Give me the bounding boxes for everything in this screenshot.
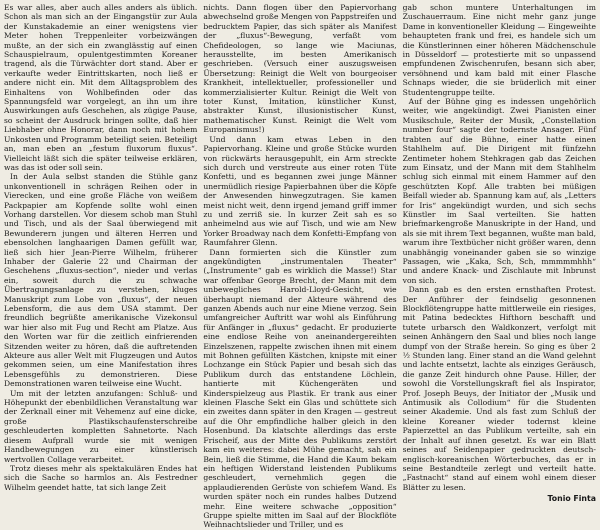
paragraph: gab schon muntere Unterhaltungen im Zuschauerraum. Eine nicht mehr ganz junge Dame in konventioneller Kleidung — Eingeweihte behaupteten frank und frei, es handele sich um die Künstlerinnen einer höheren Mädchenschule in Düsseldorf — protestierte mit so unpassend empfundenen Zwischenrufen, besann sich aber, versöhnend und kam bald mit einer Flasche Schnaps wieder, die sie brüderlich mit einer Studentengruppe teilte. [402, 3, 596, 97]
paragraph: Und dann kam etwas Leben in den Papiervorhang. Kleine und große Stücke wurden von rückwärts herausgepuhlt, ein Arm streckte sich durch und verstreute aus einer roten Tüte Konfetti, und es begannen zwei junge Männer unermüdlich riesige Papierbahnen über die Köpfe der Anwesenden hinwegzutragen. Sie kamen meist nicht weit, denn irgend jemand griff immer zu und zerriß sie. In kurzer Zeit sah es so anheimelnd aus wie auf Tisch, und wie am New Yorker Broadway nach dem Konfetti-Empfang von Raumfahrer Glenn. [203, 134, 397, 248]
column-3 [402, 3, 596, 504]
paragraph: Es war alles, aber auch alles anders als üblich. Schon als man sich an der Eingangstür zur Aula der Kunstakademie an einer wenigstens vier Meter hohen Treppenleiter vorbeizwängen mußte, an der sich ein zwanglässtig auf einen Schauspielraum, opulentgestimmten Koreaner tragend, als die Türwächter dort stand. Aber er verkaufte weder Eintrittskarten, noch ließ er andere nicht ein. Mit dem Alltagsproblem des Einhaltens von Wohlbefinden oder das Spannungsfeld war vorgelegt, an ihn um ihre Auswirkungen aufs Geschehen, als zügige Pause, so scheint der Ausdruck bringen sollte, daß hier Liebhaber ohne Honorar, dann noch mit hohem Unkosten und Programm beteiligt seien. Beteiligt an, man eben an „festum fluxorum fluxus“. Vielleicht läßt sich die später teilweise erklären, was das ist oder soll sein. [4, 3, 198, 172]
paragraph: nichts. Dann flogen über den Papiervorhang abwechselnd große Mengen von Pappstreifen und bedrucktem Papier, das sich später als Manifest der „fluxus“-Bewegung, verfaßt vom Chefideologen, so lange wie Maciunas, herausstellte, im besten Amerikanisch geschrieben. (Versuch einer auszugsweisen Übersetzung: Reinigt die Welt von bourgeoiser Krankheit, intellektueller, professioneller und kommerzialisierter Kultur. Reinigt die Welt von toter Kunst, Imitation, künstlicher Kunst, abstrakter Kunst, illusionistischer Kunst, mathematischer Kunst. Reinigt die Welt vom Europanismus!) [203, 3, 397, 135]
paragraph: Dann gab es den ersten ernsthaften Protest. Der Anführer der feindselig gesonnenen Blockflötengruppe hatte mittlerweile ein riesiges, mit Patina bedecktes Hifthorn beschafft und tutete urbarsch den Waldkonzert, verfolgt mit seinen Anhängern den Saal und blies noch lange dumpf von der Straße herein. So ging es über 2 ½ Stunden lang. Einer stand an die Wand gelehnt und lachte entsetzt, lachte als einziges Geräusch, die ganze Zeit hindurch ohne Pause. Hiller, der sowohl die Vorstellungskraft fiel als Inspirator, Prof. Joseph Beuys, der Initiator der „Musik und Antimusik als Collodium“ für die Studenten seiner Akademie. Und als fast zum Schluß der kleine Koreaner wieder todernst kleine Papierzettel an das Publikum verteilte, sah ein der Inhalt auf ihnen gesetzt. Es war ein Blatt seines auf Seidenpapier gedruckten deutsch-englisch-koreanischen Wörterbuches, das er in seine Bestandteile zerlegt und verteilt hatte. „Fastnacht“ stand auf einem wohl einem dieser Blätter zu lesen. [402, 285, 596, 492]
column-2 [203, 3, 397, 530]
author-byline: Tonio Finta [547, 494, 596, 504]
paragraph: Dann formierten sich die Künstler zum angekündigten „instrumentalen Theater“ („Instrumente“ gab es wirklich die Masse!) Star war offenbar George Brecht, der Mann mit dem unbewegliches Harold-Lloyd-Gesicht, wie überhaupt niemand der Akteure während des ganzen Abends auch nur eine Miene verzog. Sein umfangreicher Auftritt war wohl als Einführung für Anfänger in „fluxus“ gedacht. Er produzierte eine endlose Reihe von aneinandergereihten Einzelszenen, rappelte zwischen ihnen mit einem mit Bohnen gefüllten Kästchen, knipste mit einer Lochzange ein Stück Papier und besah sich das Publikum durch das entstandene Löchlein, hantierte mit Küchengeräten und Kinderspielzeug aus Plastik. Er trank aus einer kleinen Flasche Sekt ein Glas und schüttete sich ein zweites dann später in den Kragen — gestreut auf die Ohr empfindliche halber gleich in den Hosenbund. Da klatschte allerdings das erste Frischeif, aus der Mitte des Publikums zerstört kam ein weiteres: dabei Mühe gemacht, sah ein Bein, ließ die Stimme, die Hand die Kaum bekam ein heftigen Widerstand leistenden Publikums geschleudert, vernehmlich gegen die applaudierenden Gerüste von schiefem Wand. Es wurden später noch ein rundes halbes Dutzend mehr. Eine weitere schwache „opposition“ Gruppe spielte mitten im Saal auf der Blockflöte Weihnachtslieder und Triller, und es [203, 247, 397, 530]
paragraph: Trotz dieses mehr als spektakulären Endes hat sich die Sache so harmlos an. Als Festredner Wilhelm geendet hatte, tat sich lange Zeit [4, 463, 198, 492]
paragraph: Auf der Bühne ging es indessen ungehörlich weiter, wie angekündigt. Zwei Pianisten einer Musikschule, Reiter der Musik, „Constellation number four“ sagte der todernste Ansager. Fünf trabten auf die Bühne, einer hatte einen Stahlhelm auf. Die Dirigent mit fünfzehn Zentimeter hohem Stehkragen gab das Zeichen zum Einsatz, und der Mann mit dem Stahlhelm schlug sich einmal mit einem Hammer auf den geschützten Kopf. Alle trabten bei müßigen Beifall wieder ab. Spannung kam auf, als „Letters for Iris“ angekündigt wurden, und sich sechs Künstler im Saal verteilten. Sie hatten briefmarkengroße Manuskripte in der Hand, und als sie mit ihrem Text begannen, wußte man bald, warum ihre Textbücher nicht größer waren, denn unabhängig voneinander gaben sie so winzige Passagen, wie „Kaka, Sch, Sch, mmmmmhhh“ und andere Knack- und Zischlaute mit Inbrunst von sich. [402, 97, 596, 285]
paragraph: Um mit der letzten anzufangen: Schluß- und Höhepunkt der ebenbildlichen Veranstaltung war der Zerknall einer mit Vehemenz auf eine dicke, große Plastikschaufensterschreibe geschleuderten kompletten Sahnetorte. Nach diesem Aufprall wurde sie mit wenigen Handbewegungen zu einer künstlerisch wertvollen Collage verarbeitet. [4, 388, 198, 464]
column-1 [4, 3, 198, 492]
paragraph: In der Aula selbst standen die Stühle ganz unkonventionell in schrägen Reihen oder in Vierecken, und eine große Fläche von weißem Packpapier am Kopfende sollte wohl einen Vorhang darstellen. Vor diesem schob man Stuhl und Tisch, und als der Saal überwiegend mit Bewunderern jungen und älteren Herren und ebensolchen langhaarigen Damen gefüllt war, ließ sich hier Jean-Pierre Wilhelm, früherer Inhaber der Galerie 22 und Chairman der Geschehens „fluxus-section“, nieder und verlas ein, soweit durch die zu schwache Übertragungsanlage zu verstehen, kluges Manuskript zum Lobe von „fluxus“, der neuen Lebensform, die aus dem USA stammt. Der freundlich begrüßte amerikanische Vizekonsul war hier also mit Fug und Recht am Platze. Aus den Worten war für die zeitlich einfrierenden Sitzenden weiter zu hören, daß die auftretenden Akteure aus aller Welt mit Flugzeugen und Autos gekommen seien, um eine Manifestation ihres Lebensgefühls zu demonstrieren. Diese Demonstrationen waren teilweise eine Wucht. [4, 172, 198, 389]
